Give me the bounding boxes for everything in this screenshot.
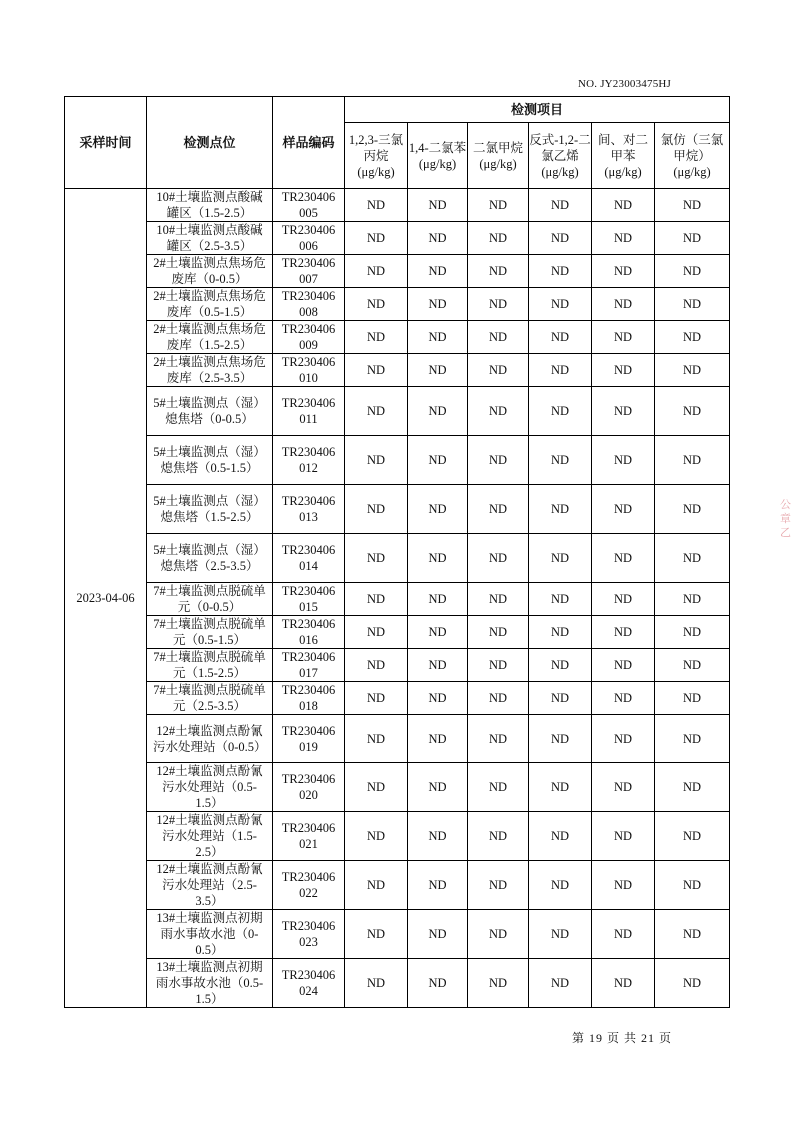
table-row <box>65 288 730 321</box>
header-param: 反式-1,2-二氯乙烯(μg/kg) <box>529 123 592 189</box>
result-cell: ND <box>592 255 655 288</box>
result-cell: ND <box>408 485 468 534</box>
table-row <box>65 222 730 255</box>
sample-code-cell: TR230406011 <box>273 387 345 436</box>
location-cell: 12#土壤监测点酚氰污水处理站（0-0.5） <box>147 715 273 763</box>
sample-code-cell: TR230406024 <box>273 959 345 1008</box>
result-cell: ND <box>408 354 468 387</box>
result-cell: ND <box>529 959 592 1008</box>
result-cell: ND <box>408 534 468 583</box>
sample-code-cell: TR230406020 <box>273 763 345 812</box>
result-cell: ND <box>408 255 468 288</box>
table-row <box>65 534 730 583</box>
result-cell: ND <box>592 715 655 763</box>
result-cell: ND <box>592 534 655 583</box>
header-param: 间、对二甲苯(μg/kg) <box>592 123 655 189</box>
result-cell: ND <box>655 534 730 583</box>
result-cell: ND <box>655 616 730 649</box>
result-cell: ND <box>655 715 730 763</box>
result-cell: ND <box>529 222 592 255</box>
table-row <box>65 583 730 616</box>
result-cell: ND <box>592 222 655 255</box>
table-row <box>65 436 730 485</box>
table-row <box>65 387 730 436</box>
result-cell: ND <box>529 255 592 288</box>
location-cell: 7#土壤监测点脱硫单元（1.5-2.5） <box>147 649 273 682</box>
result-cell: ND <box>592 616 655 649</box>
sample-code-cell: TR230406014 <box>273 534 345 583</box>
sample-code-cell: TR230406022 <box>273 861 345 910</box>
sample-code-cell: TR230406013 <box>273 485 345 534</box>
header-location: 检测点位 <box>147 97 273 189</box>
result-cell: ND <box>592 763 655 812</box>
result-cell: ND <box>592 321 655 354</box>
sample-code-cell: TR230406012 <box>273 436 345 485</box>
result-cell: ND <box>468 861 529 910</box>
result-cell: ND <box>529 436 592 485</box>
result-cell: ND <box>345 189 408 222</box>
result-cell: ND <box>408 649 468 682</box>
location-cell: 7#土壤监测点脱硫单元（0-0.5） <box>147 583 273 616</box>
result-cell: ND <box>529 534 592 583</box>
result-cell: ND <box>345 583 408 616</box>
result-cell: ND <box>468 682 529 715</box>
result-cell: ND <box>529 861 592 910</box>
result-cell: ND <box>345 534 408 583</box>
result-cell: ND <box>655 387 730 436</box>
header-param: 1,2,3-三氯丙烷(μg/kg) <box>345 123 408 189</box>
header-sample-code: 样品编码 <box>273 97 345 189</box>
result-cell: ND <box>345 649 408 682</box>
result-cell: ND <box>529 616 592 649</box>
sample-code-cell: TR230406009 <box>273 321 345 354</box>
location-cell: 7#土壤监测点脱硫单元（2.5-3.5） <box>147 682 273 715</box>
result-cell: ND <box>408 910 468 959</box>
result-cell: ND <box>468 387 529 436</box>
location-cell: 13#土壤监测点初期雨水事故水池（0-0.5） <box>147 910 273 959</box>
sample-code-cell: TR230406021 <box>273 812 345 861</box>
result-cell: ND <box>468 354 529 387</box>
result-cell: ND <box>655 763 730 812</box>
result-cell: ND <box>345 288 408 321</box>
result-cell: ND <box>655 861 730 910</box>
result-cell: ND <box>655 959 730 1008</box>
stamp-glyph: 公 <box>780 499 791 511</box>
result-cell: ND <box>655 436 730 485</box>
location-cell: 13#土壤监测点初期雨水事故水池（0.5-1.5） <box>147 959 273 1008</box>
result-cell: ND <box>468 485 529 534</box>
result-cell: ND <box>345 682 408 715</box>
result-cell: ND <box>468 812 529 861</box>
result-cell: ND <box>345 616 408 649</box>
result-cell: ND <box>408 189 468 222</box>
result-cell: ND <box>655 649 730 682</box>
result-cell: ND <box>408 583 468 616</box>
result-cell: ND <box>592 812 655 861</box>
result-cell: ND <box>345 959 408 1008</box>
result-cell: ND <box>345 485 408 534</box>
result-cell: ND <box>529 354 592 387</box>
result-cell: ND <box>529 288 592 321</box>
result-cell: ND <box>408 616 468 649</box>
result-cell: ND <box>408 436 468 485</box>
result-cell: ND <box>408 763 468 812</box>
result-cell: ND <box>529 715 592 763</box>
result-cell: ND <box>468 649 529 682</box>
location-cell: 7#土壤监测点脱硫单元（0.5-1.5） <box>147 616 273 649</box>
location-cell: 5#土壤监测点（湿）熄焦塔（0.5-1.5） <box>147 436 273 485</box>
result-cell: ND <box>655 255 730 288</box>
result-cell: ND <box>592 861 655 910</box>
result-cell: ND <box>655 485 730 534</box>
result-cell: ND <box>408 959 468 1008</box>
result-cell: ND <box>468 321 529 354</box>
results-body <box>65 189 730 1008</box>
result-cell: ND <box>592 387 655 436</box>
table-row <box>65 354 730 387</box>
stamp-glyph: 乙 <box>780 527 791 539</box>
table-row <box>65 959 730 1008</box>
sample-code-cell: TR230406018 <box>273 682 345 715</box>
result-cell: ND <box>468 763 529 812</box>
result-cell: ND <box>468 534 529 583</box>
result-cell: ND <box>345 436 408 485</box>
table-row <box>65 763 730 812</box>
result-cell: ND <box>468 583 529 616</box>
result-cell: ND <box>592 682 655 715</box>
result-cell: ND <box>468 910 529 959</box>
result-cell: ND <box>468 616 529 649</box>
location-cell: 5#土壤监测点（湿）熄焦塔（0-0.5） <box>147 387 273 436</box>
result-cell: ND <box>345 812 408 861</box>
result-cell: ND <box>655 189 730 222</box>
table-row <box>65 715 730 763</box>
result-cell: ND <box>345 222 408 255</box>
sample-code-cell: TR230406010 <box>273 354 345 387</box>
sample-code-cell: TR230406016 <box>273 616 345 649</box>
page-number: 第 19 页 共 21 页 <box>572 1031 673 1045</box>
result-cell: ND <box>655 222 730 255</box>
result-cell: ND <box>468 959 529 1008</box>
result-cell: ND <box>345 321 408 354</box>
result-cell: ND <box>592 583 655 616</box>
result-cell: ND <box>529 485 592 534</box>
table-row <box>65 682 730 715</box>
sample-code-cell: TR230406006 <box>273 222 345 255</box>
result-cell: ND <box>655 910 730 959</box>
result-cell: ND <box>529 649 592 682</box>
report-number: NO. JY23003475HJ <box>578 78 672 90</box>
result-cell: ND <box>529 583 592 616</box>
header-param: 1,4-二氯苯(μg/kg) <box>408 123 468 189</box>
result-cell: ND <box>468 222 529 255</box>
result-cell: ND <box>592 485 655 534</box>
table-row <box>65 910 730 959</box>
result-cell: ND <box>592 436 655 485</box>
table-row <box>65 616 730 649</box>
result-cell: ND <box>345 910 408 959</box>
stamp-glyph: 章 <box>780 513 791 525</box>
location-cell: 2#土壤监测点焦场危废库（0.5-1.5） <box>147 288 273 321</box>
table-row <box>65 321 730 354</box>
result-cell: ND <box>529 682 592 715</box>
table-row <box>65 812 730 861</box>
result-cell: ND <box>468 288 529 321</box>
result-cell: ND <box>529 387 592 436</box>
results-table <box>64 96 730 1008</box>
result-cell: ND <box>345 715 408 763</box>
location-cell: 2#土壤监测点焦场危废库（2.5-3.5） <box>147 354 273 387</box>
location-cell: 12#土壤监测点酚氰污水处理站（0.5-1.5） <box>147 763 273 812</box>
location-cell: 5#土壤监测点（湿）熄焦塔（2.5-3.5） <box>147 534 273 583</box>
result-cell: ND <box>655 812 730 861</box>
result-cell: ND <box>592 959 655 1008</box>
result-cell: ND <box>529 321 592 354</box>
result-cell: ND <box>468 255 529 288</box>
table-row <box>65 649 730 682</box>
location-cell: 5#土壤监测点（湿）熄焦塔（1.5-2.5） <box>147 485 273 534</box>
result-cell: ND <box>408 861 468 910</box>
result-cell: ND <box>408 682 468 715</box>
result-cell: ND <box>345 387 408 436</box>
location-cell: 12#土壤监测点酚氰污水处理站（1.5-2.5） <box>147 812 273 861</box>
result-cell: ND <box>529 910 592 959</box>
table-row <box>65 255 730 288</box>
table-row <box>65 861 730 910</box>
result-cell: ND <box>408 222 468 255</box>
sample-code-cell: TR230406008 <box>273 288 345 321</box>
result-cell: ND <box>592 649 655 682</box>
result-cell: ND <box>345 354 408 387</box>
result-cell: ND <box>468 715 529 763</box>
header-param: 二氯甲烷(μg/kg) <box>468 123 529 189</box>
sample-code-cell: TR230406017 <box>273 649 345 682</box>
result-cell: ND <box>345 255 408 288</box>
result-cell: ND <box>529 812 592 861</box>
header-param: 氯仿（三氯甲烷）(μg/kg) <box>655 123 730 189</box>
table-row <box>65 485 730 534</box>
result-cell: ND <box>529 763 592 812</box>
result-cell: ND <box>408 321 468 354</box>
stamp-mark <box>780 498 794 618</box>
location-cell: 10#土壤监测点酸碱罐区（1.5-2.5） <box>147 189 273 222</box>
result-cell: ND <box>408 715 468 763</box>
header-sampling-time: 采样时间 <box>65 97 147 189</box>
location-cell: 2#土壤监测点焦场危废库（0-0.5） <box>147 255 273 288</box>
sample-code-cell: TR230406023 <box>273 910 345 959</box>
result-cell: ND <box>592 910 655 959</box>
result-cell: ND <box>468 189 529 222</box>
sample-code-cell: TR230406007 <box>273 255 345 288</box>
result-cell: ND <box>592 189 655 222</box>
result-cell: ND <box>408 387 468 436</box>
result-cell: ND <box>655 321 730 354</box>
result-cell: ND <box>345 861 408 910</box>
result-cell: ND <box>529 189 592 222</box>
location-cell: 10#土壤监测点酸碱罐区（2.5-3.5） <box>147 222 273 255</box>
result-cell: ND <box>592 288 655 321</box>
sample-code-cell: TR230406005 <box>273 189 345 222</box>
result-cell: ND <box>655 583 730 616</box>
sample-code-cell: TR230406019 <box>273 715 345 763</box>
header-test-items: 检测项目 <box>345 97 730 123</box>
result-cell: ND <box>468 436 529 485</box>
table-row <box>65 189 730 222</box>
result-cell: ND <box>345 763 408 812</box>
location-cell: 12#土壤监测点酚氰污水处理站（2.5-3.5） <box>147 861 273 910</box>
result-cell: ND <box>655 288 730 321</box>
result-cell: ND <box>408 812 468 861</box>
sampling-date-cell: 2023-04-06 <box>65 189 147 1008</box>
result-cell: ND <box>408 288 468 321</box>
sample-code-cell: TR230406015 <box>273 583 345 616</box>
result-cell: ND <box>592 354 655 387</box>
result-cell: ND <box>655 354 730 387</box>
location-cell: 2#土壤监测点焦场危废库（1.5-2.5） <box>147 321 273 354</box>
result-cell: ND <box>655 682 730 715</box>
